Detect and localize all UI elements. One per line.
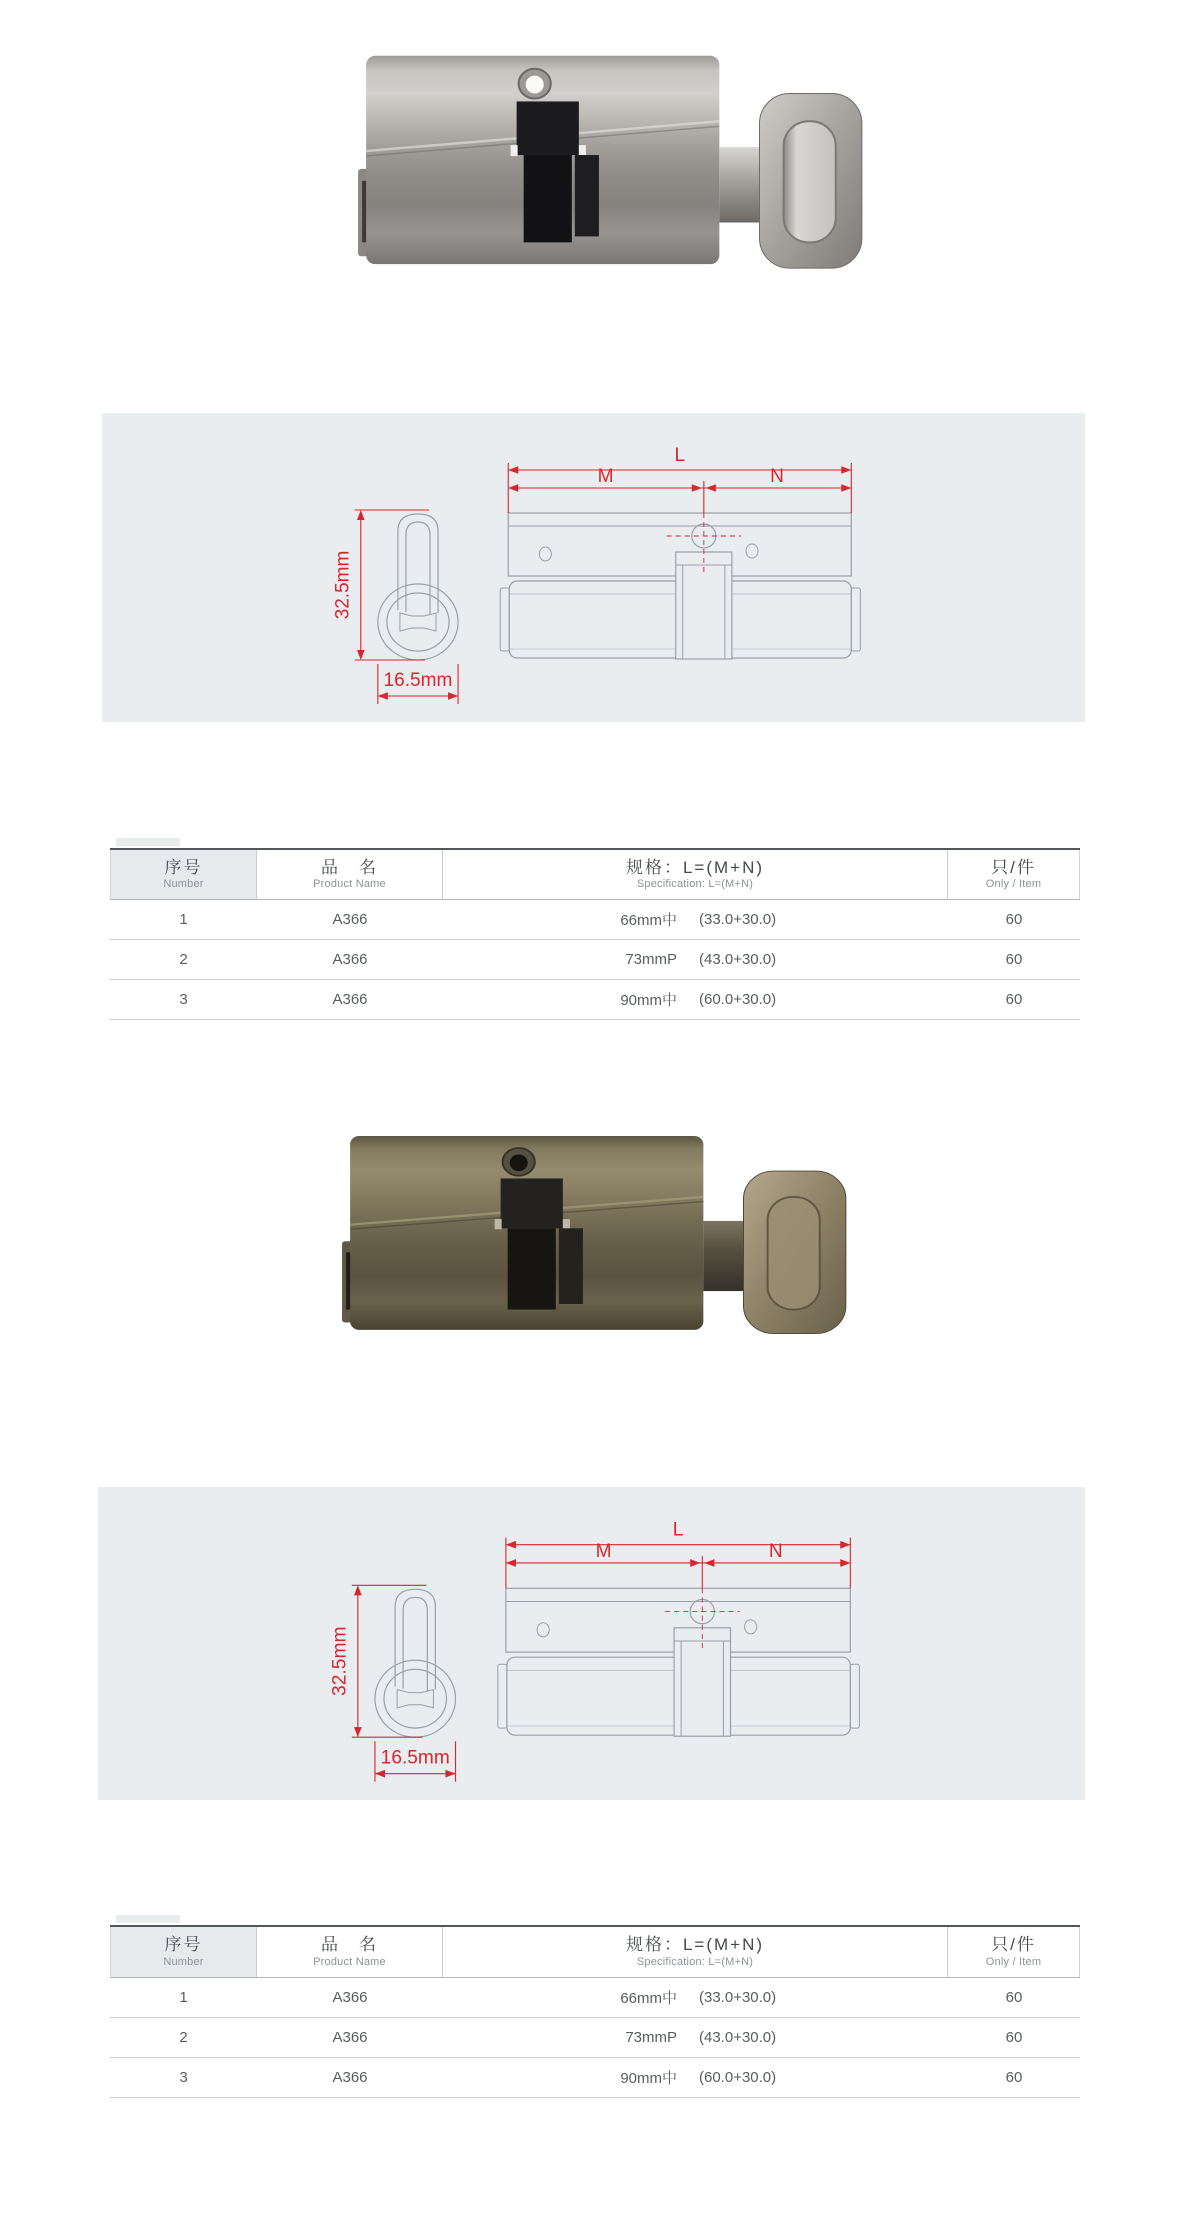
spec-formula: (43.0+30.0) [699,951,777,968]
dimension-width [375,1741,456,1782]
spec-size: 66mm中 [620,912,677,929]
dimension-diagram-panel-2 [98,1487,1085,1800]
row-qty: 60 [1005,951,1023,968]
L-dim-label: L [672,1519,684,1541]
col-qty-zh: 只/件 [991,857,1036,877]
col-qty-zh: 只/件 [991,1935,1036,1955]
spec-size: 90mm中 [620,992,677,1009]
col-name-en: Product Name [313,1955,386,1968]
side-view [498,1588,860,1736]
col-number-en: Number [163,1955,204,1968]
col-spec-header [443,1927,948,1977]
table-corner-strip [116,838,180,846]
thumbturn-shaft [703,1221,745,1291]
dimension-L [506,1520,850,1589]
table-header-row [110,848,1080,900]
col-name-header [257,1927,443,1977]
col-qty-header [948,1927,1080,1977]
row-number: 3 [179,2069,188,2086]
height-dim-label: 32.5mm [329,1626,351,1696]
fixing-screw-hole [503,1148,535,1176]
keyway [397,1690,433,1708]
col-spec-zh: 规格：L=(M+N) [625,1935,765,1955]
col-qty-header [948,850,1080,899]
col-qty-en: Only / Item [985,878,1042,891]
spec-table-2 [110,1925,1080,2098]
table-row [110,1978,1080,2018]
dimension-width [378,664,458,704]
dimension-diagram-panel-1 [102,413,1085,722]
spec-formula: (33.0+30.0) [699,911,777,928]
thumbturn-shaft [719,147,761,222]
col-spec-en: Specification: L=(M+N) [636,878,754,891]
thumbturn-knob [744,1171,846,1333]
row-spec [443,989,948,1010]
row-number: 1 [179,911,188,928]
row-qty: 60 [1005,2069,1023,2086]
row-qty: 60 [1005,911,1023,928]
N-dim-label: N [770,466,784,487]
row-number: 2 [179,951,188,968]
side-view [500,513,860,659]
thumbturn-knob [760,94,862,269]
row-product-name: A366 [332,2069,368,2086]
spec-size: 66mm中 [620,1990,677,2007]
row-qty: 60 [1005,991,1023,1008]
profile-view [375,1589,456,1737]
width-dim-label: 16.5mm [380,1747,450,1769]
dimension-L [508,445,851,513]
col-name-header [257,850,443,899]
spec-size: 90mm中 [620,2070,677,2087]
col-spec-en: Specification: L=(M+N) [636,1955,754,1968]
row-spec [443,1987,948,2008]
row-product-name: A366 [332,951,368,968]
row-number: 1 [179,1989,188,2006]
M-dim-label: M [597,466,614,487]
table-row [110,940,1080,980]
spec-formula: (60.0+30.0) [699,2069,777,2086]
spec-size: 73mmP [625,951,677,968]
col-number-header [110,850,257,899]
height-dim-label: 32.5mm [332,550,354,620]
col-qty-en: Only / Item [985,1955,1042,1968]
dimension-M-N [508,466,851,513]
width-dim-label: 16.5mm [383,670,453,691]
product-photo-nickel-cylinder [338,30,900,288]
keyway [400,613,436,631]
row-spec [443,951,948,968]
row-number: 3 [179,991,188,1008]
row-product-name: A366 [332,1989,368,2006]
L-dim-label: L [674,445,686,466]
table-header-row [110,1925,1080,1978]
spec-formula: (33.0+30.0) [699,1989,777,2006]
col-number-header [110,1927,257,1977]
spec-table-1 [110,848,1080,1020]
row-spec [443,2067,948,2088]
spec-formula: (60.0+30.0) [699,991,777,1008]
col-number-zh: 序号 [164,857,203,877]
technical-drawing-1 [102,413,1085,722]
M-dim-label: M [595,1540,612,1562]
col-number-en: Number [163,878,204,891]
dimension-M-N [506,1541,850,1588]
profile-view [378,514,458,660]
col-number-zh: 序号 [164,1935,203,1955]
table-row [110,2018,1080,2058]
col-name-zh: 品 名 [321,857,378,877]
row-product-name: A366 [332,2029,368,2046]
row-qty: 60 [1005,1989,1023,2006]
row-product-name: A366 [332,911,368,928]
technical-drawing-2 [98,1487,1085,1800]
table-row [110,980,1080,1020]
col-name-en: Product Name [313,878,386,891]
col-spec-header [443,850,948,899]
table-row [110,900,1080,940]
col-name-zh: 品 名 [321,1935,378,1955]
fixing-screw-hole [519,69,551,99]
table-row [110,2058,1080,2098]
N-dim-label: N [768,1540,783,1562]
spec-formula: (43.0+30.0) [699,2029,777,2046]
row-qty: 60 [1005,2029,1023,2046]
table-corner-strip [116,1915,180,1923]
col-spec-zh: 规格：L=(M+N) [625,857,765,877]
row-product-name: A366 [332,991,368,1008]
row-number: 2 [179,2029,188,2046]
row-spec [443,2029,948,2046]
spec-size: 73mmP [625,2029,677,2046]
product-photo-bronze-cylinder [322,1112,884,1352]
row-spec [443,909,948,930]
